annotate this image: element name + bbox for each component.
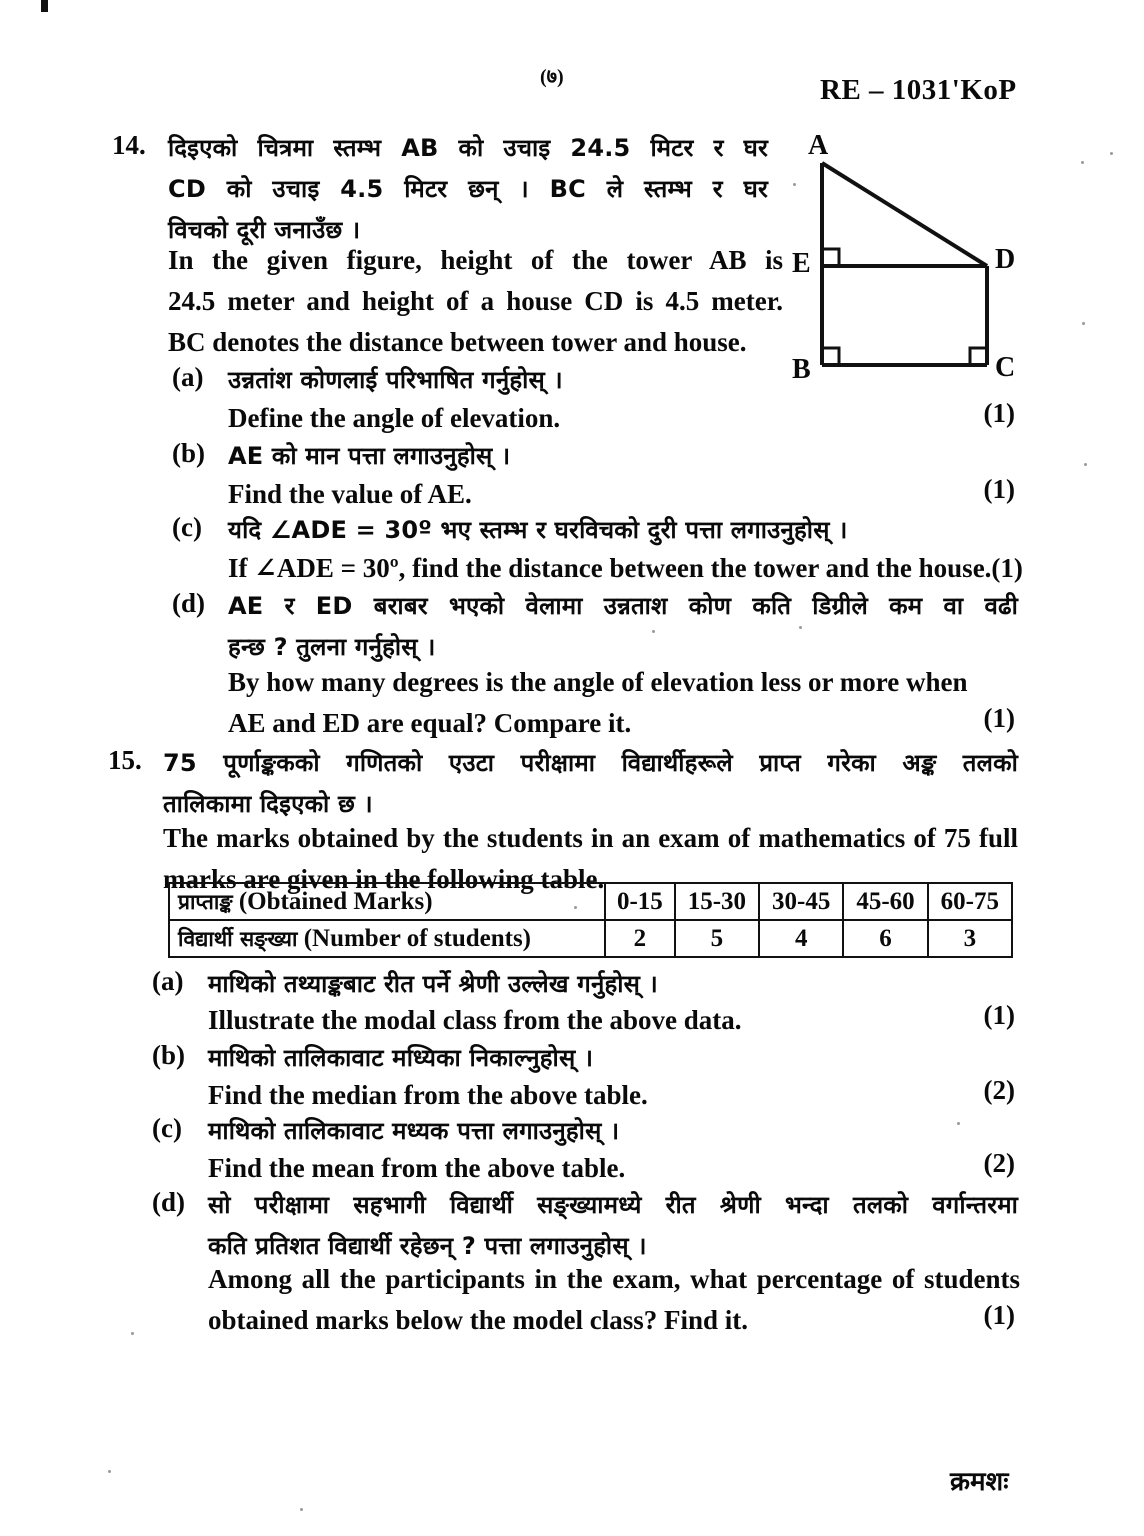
q15-part-d-english <box>208 1259 1020 1341</box>
right-angle-mark-C <box>970 348 987 365</box>
q14-stem-en-line-3: BC denotes the distance between tower and house. <box>168 327 747 357</box>
scan-speck <box>1081 161 1084 164</box>
frequency-cell: 3 <box>928 920 1012 957</box>
class-interval-cell: 45-60 <box>843 883 927 920</box>
marks-frequency-table <box>168 882 1013 958</box>
q14-stem-np-line-3: विचको दूरी जनाउँछ । <box>168 216 361 244</box>
q14-stem-nepali <box>168 128 768 251</box>
frequency-cell: 2 <box>605 920 675 957</box>
q14-part-d-nepali <box>228 586 1018 668</box>
q14-part-b-nepali: AE को मान पत्ता लगाउनुहोस् । <box>228 442 511 470</box>
q15-part-c-label: (c) <box>152 1113 182 1143</box>
frequency-cell: 6 <box>843 920 927 957</box>
continued-footer-note: क्रमशः <box>950 1467 1009 1497</box>
q14-part-d-np-line-2: हन्छ ? तुलना गर्नुहोस् । <box>228 633 436 661</box>
q15-part-d-en-line-2: obtained marks below the model class? Find it. <box>208 1305 749 1335</box>
line-AD <box>822 163 987 266</box>
row-header-obtained-marks <box>169 883 605 920</box>
figure-label-D: D <box>995 244 1016 275</box>
figure-label-C: C <box>995 352 1016 383</box>
q15-part-a-english: Illustrate the modal class from the above data. <box>208 1005 742 1035</box>
figure-label-E: E <box>792 248 811 279</box>
q15-part-a-marks: (1) <box>983 1000 1015 1030</box>
q15-stem-nepali <box>163 743 1018 825</box>
q15-part-c-english: Find the mean from the above table. <box>208 1153 626 1183</box>
q14-part-b-marks: (1) <box>983 474 1015 504</box>
scan-speck <box>1110 152 1113 155</box>
q14-stem-en-line-1: In the given figure, height of the tower AB is <box>168 245 783 275</box>
scan-speck <box>574 906 577 909</box>
paper-code: RE – 1031'KoP <box>820 74 1017 106</box>
scan-speck <box>793 183 796 186</box>
q14-part-b-english: Find the value of AE. <box>228 479 472 509</box>
q14-part-c-english: If ∠ADE = 30º, find the distance between the tower and the house.(1) <box>228 553 1023 583</box>
q15-part-b-label: (b) <box>152 1040 185 1070</box>
class-interval-cell: 30-45 <box>759 883 843 920</box>
scan-speck <box>1084 463 1087 466</box>
question-number-15: 15. <box>108 745 142 775</box>
q15-part-d-nepali <box>208 1185 1018 1267</box>
q14-part-d-np-line-1: AE र ED बराबर भएको वेलामा उन्नताश कोण कति डिग्रीले कम वा वढी <box>228 592 1018 620</box>
question-number-14: 14. <box>112 130 146 160</box>
q15-stem-en-line-2: marks are given in the following table. <box>163 864 605 894</box>
class-interval-cell: 0-15 <box>605 883 675 920</box>
q15-stem-np-line-2: तालिकामा दिइएको छ । <box>163 790 373 818</box>
q14-part-a-marks: (1) <box>983 398 1015 428</box>
scan-speck <box>108 1470 111 1473</box>
q15-part-d-np-line-1: सो परीक्षामा सहभागी विद्यार्थी सङ्ख्यामध्ये रीत श्रेणी भन्दा तलको वर्गान्तरमा <box>208 1191 1018 1219</box>
table-row-obtained-marks <box>169 883 1012 920</box>
q15-part-d-en-line-1: Among all the participants in the exam, what percentage of students <box>208 1264 1020 1294</box>
q15-part-b-nepali: माथिको तालिकावाट मध्यिका निकाल्नुहोस् । <box>208 1044 594 1072</box>
figure-svg <box>780 128 1070 398</box>
q14-stem-np-line-2: CD को उचाइ 4.5 मिटर छन् । BC ले स्तम्भ र घर <box>168 175 768 203</box>
q14-part-d-label: (d) <box>172 588 205 618</box>
class-interval-cell: 60-75 <box>928 883 1012 920</box>
q14-part-d-en-line-1: By how many degrees is the angle of elevation less or more when <box>228 667 968 697</box>
q14-part-a-label: (a) <box>172 362 204 392</box>
q14-part-c-label: (c) <box>172 512 202 542</box>
row-header-students-en: (Number of students) <box>303 924 532 952</box>
row-header-students-np: विद्यार्थी सङ्ख्या <box>178 926 298 951</box>
scan-speck <box>300 1508 303 1511</box>
q14-stem-english <box>168 240 783 363</box>
q14-part-d-english <box>228 662 1018 744</box>
class-interval-cell: 15-30 <box>675 883 759 920</box>
scan-speck <box>957 1122 960 1125</box>
row-header-obtained-marks-en: (Obtained Marks) <box>238 887 433 915</box>
q15-part-c-marks: (2) <box>983 1148 1015 1178</box>
right-angle-mark-B <box>822 348 839 365</box>
q15-part-c-nepali: माथिको तालिकावाट मध्यक पत्ता लगाउनुहोस् । <box>208 1117 620 1145</box>
q15-part-a-label: (a) <box>152 966 184 996</box>
row-header-number-of-students <box>169 920 605 957</box>
q14-part-d-en-line-2: AE and ED are equal? Compare it. <box>228 708 632 738</box>
figure-label-B: B <box>792 354 811 385</box>
scan-speck <box>799 626 802 629</box>
q15-part-d-marks: (1) <box>983 1300 1015 1330</box>
scan-speck <box>652 630 655 633</box>
frequency-cell: 5 <box>675 920 759 957</box>
page-number: (७) <box>540 66 564 88</box>
q15-part-b-english: Find the median from the above table. <box>208 1080 648 1110</box>
q14-part-d-marks: (1) <box>983 703 1015 733</box>
q15-part-d-label: (d) <box>152 1187 185 1217</box>
q15-stem-en-line-1: The marks obtained by the students in an exam of mathematics of 75 full <box>163 823 1018 853</box>
q14-part-a-nepali: उन्नतांश कोणलाई परिभाषित गर्नुहोस् । <box>228 366 563 394</box>
frequency-cell: 4 <box>759 920 843 957</box>
q15-part-d-np-line-2: कति प्रतिशत विद्यार्थी रहेछन् ? पत्ता लगाउनुहोस् । <box>208 1232 647 1260</box>
q14-part-a-english: Define the angle of elevation. <box>228 403 561 433</box>
q14-part-c-nepali: यदि ∠ADE = 30º भए स्तम्भ र घरविचको दुरी पत्ता लगाउनुहोस् । <box>228 516 848 544</box>
figure-label-A: A <box>808 130 829 161</box>
scan-artifact-mark <box>41 0 48 12</box>
q15-part-a-nepali: माथिको तथ्याङ्कबाट रीत पर्ने श्रेणी उल्लेख गर्नुहोस् । <box>208 970 658 998</box>
q14-stem-np-line-1: दिइएको चित्रमा स्तम्भ AB को उचाइ 24.5 मिटर र घर <box>168 134 768 162</box>
scan-speck <box>1082 322 1085 325</box>
right-angle-mark-E <box>822 249 839 266</box>
geometry-figure-tower-house <box>780 128 1070 398</box>
row-header-obtained-marks-np: प्राप्ताङ्क <box>178 889 233 914</box>
scan-speck <box>131 1332 134 1335</box>
table-row-number-of-students <box>169 920 1012 957</box>
q14-part-b-label: (b) <box>172 438 205 468</box>
q15-part-b-marks: (2) <box>983 1075 1015 1105</box>
q15-stem-np-line-1: 75 पूर्णाङ्ककको गणितको एउटा परीक्षामा विद्यार्थीहरूले प्राप्त गरेका अङ्क तलको <box>163 749 1018 777</box>
q14-stem-en-line-2: 24.5 meter and height of a house CD is 4.5 meter. <box>168 286 783 316</box>
